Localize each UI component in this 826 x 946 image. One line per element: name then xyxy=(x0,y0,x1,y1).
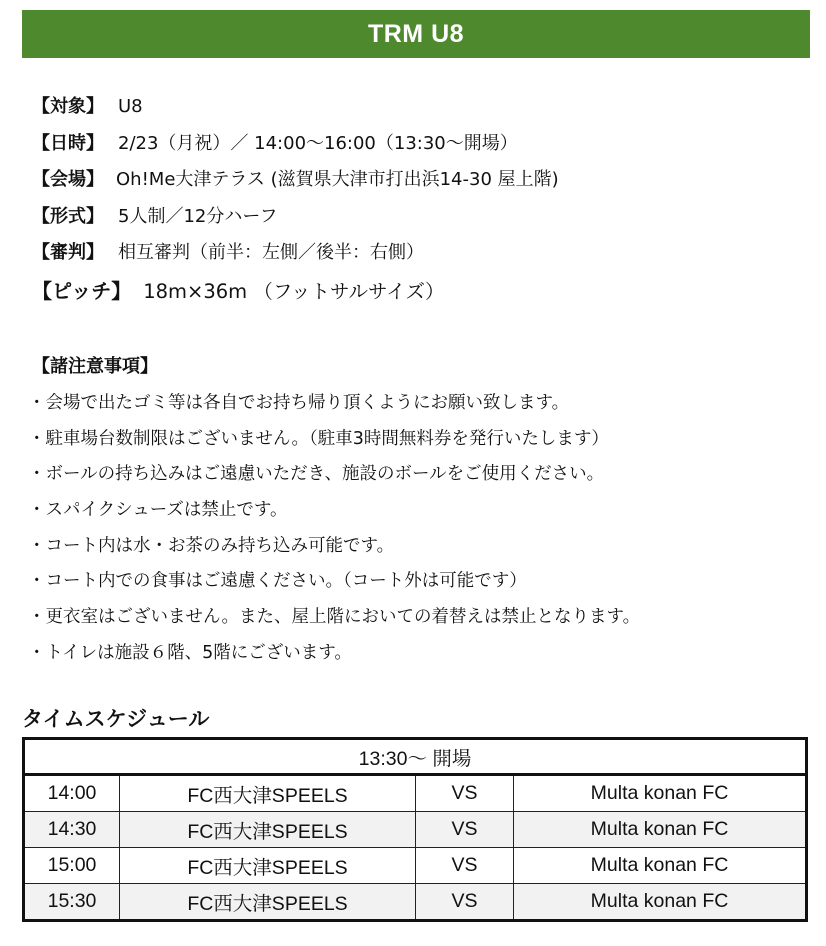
home-team-cell: FC西大津SPEELS xyxy=(120,884,416,921)
info-row-pitch xyxy=(32,275,812,312)
list-item: ・ 更衣室はございません。また、屋上階においての着替えは禁止となります。 xyxy=(28,603,818,639)
notes-heading: 【諸注意事項】 xyxy=(32,356,158,377)
info-label: 【形式】 xyxy=(32,205,104,227)
vs-cell: VS xyxy=(416,775,514,812)
table-row xyxy=(24,812,807,848)
list-item: ・ トイレは施設６階、5階にございます。 xyxy=(28,639,818,675)
page-title: TRM U8 xyxy=(367,19,465,48)
schedule-table xyxy=(22,737,808,922)
schedule-heading: タイムスケジュール xyxy=(22,707,210,731)
info-label: 【日時】 xyxy=(32,132,104,154)
home-team-cell: FC西大津SPEELS xyxy=(120,848,416,884)
table-row xyxy=(24,884,807,921)
info-label: 【会場】 xyxy=(32,169,104,190)
table-row xyxy=(24,775,807,812)
list-item: ・ スパイクシューズは禁止です。 xyxy=(28,496,818,532)
vs-cell: VS xyxy=(416,848,514,884)
info-row-format xyxy=(32,202,812,239)
list-item: ・ 会場で出たゴミ等は各自でお持ち帰り頂くようにお願い致します。 xyxy=(28,389,818,425)
event-info xyxy=(32,92,812,311)
info-row-datetime xyxy=(32,129,812,166)
info-value: 2/23（月祝）／ 14:00〜16:00（13:30〜開場） xyxy=(118,132,518,154)
info-row-referee xyxy=(32,238,812,275)
info-value: Oh!Me大津テラス (滋賀県大津市打出浜14-30 屋上階) xyxy=(116,169,559,190)
info-label: 【対象】 xyxy=(32,96,104,117)
time-cell: 14:00 xyxy=(24,775,120,812)
home-team-cell: FC西大津SPEELS xyxy=(120,775,416,812)
info-value: 5人制／12分ハーフ xyxy=(118,205,278,227)
info-label: 【審判】 xyxy=(32,242,104,263)
info-row-target xyxy=(32,92,812,129)
list-item: ・ コート内での食事はご遠慮ください。（コート外は可能です） xyxy=(28,567,818,603)
away-team-cell: Multa konan FC xyxy=(514,884,807,921)
list-item: ・ コート内は水・お茶のみ持ち込み可能です。 xyxy=(28,532,818,568)
info-row-venue xyxy=(32,165,812,202)
info-value: U8 xyxy=(118,96,143,117)
list-item: ・ 駐車場台数制限はございません。（駐車3時間無料券を発行いたします） xyxy=(28,425,818,461)
notes-list xyxy=(28,389,818,675)
away-team-cell: Multa konan FC xyxy=(514,848,807,884)
opening-time-cell: 13:30〜 開場 xyxy=(24,739,807,775)
vs-cell: VS xyxy=(416,812,514,848)
info-value: 18m×36m （フットサルサイズ） xyxy=(143,279,445,303)
info-value: 相互審判（前半：左側／後半：右側） xyxy=(118,242,424,263)
table-header-row xyxy=(24,739,807,775)
away-team-cell: Multa konan FC xyxy=(514,775,807,812)
time-cell: 15:30 xyxy=(24,884,120,921)
table-row xyxy=(24,848,807,884)
title-banner xyxy=(22,10,810,58)
list-item: ・ ボールの持ち込みはご遠慮いただき、施設のボールをご使用ください。 xyxy=(28,460,818,496)
vs-cell: VS xyxy=(416,884,514,921)
home-team-cell: FC西大津SPEELS xyxy=(120,812,416,848)
time-cell: 15:00 xyxy=(24,848,120,884)
time-cell: 14:30 xyxy=(24,812,120,848)
info-label: 【ピッチ】 xyxy=(32,278,132,303)
away-team-cell: Multa konan FC xyxy=(514,812,807,848)
